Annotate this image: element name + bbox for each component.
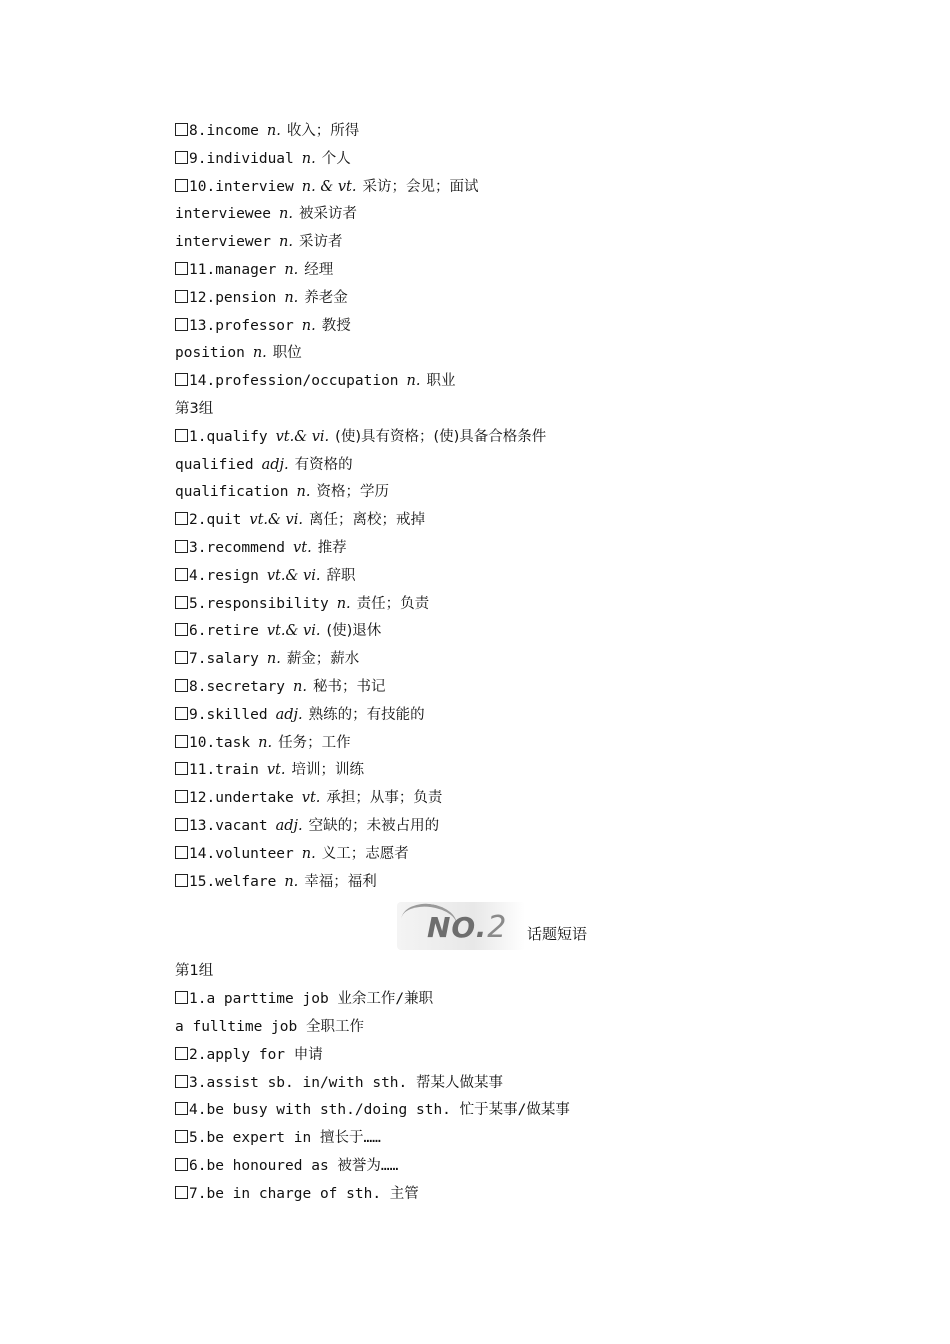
entry-part-of-speech: vt. xyxy=(301,790,321,807)
vocab-entry xyxy=(175,591,875,619)
checkbox-icon[interactable] xyxy=(175,1075,188,1088)
phrase-text: be busy with sth./doing sth. 忙于某事/做某事 xyxy=(206,1102,570,1119)
vocab-entry xyxy=(175,563,875,591)
checkbox-icon[interactable] xyxy=(175,818,188,831)
entry-meaning: 辞职 xyxy=(326,567,356,584)
entry-number: 1. xyxy=(189,428,207,445)
entry-meaning: (使)具有资格；(使)具备合格条件 xyxy=(335,428,547,445)
checkbox-icon[interactable] xyxy=(175,512,188,525)
vocab-list-group-2-continued xyxy=(175,118,875,396)
entry-part-of-speech: n. xyxy=(284,289,299,306)
entry-word: individual xyxy=(206,150,294,167)
entry-number: 11. xyxy=(189,261,216,278)
entry-number: 2. xyxy=(189,512,207,529)
entry-part-of-speech: n. xyxy=(284,873,299,890)
section-title: 话题短语 xyxy=(527,925,588,944)
entry-meaning: 资格；学历 xyxy=(316,484,389,501)
phrase-text: be honoured as 被誉为…… xyxy=(206,1157,399,1174)
vocab-entry xyxy=(175,118,875,146)
entry-part-of-speech: n. xyxy=(406,373,421,390)
entry-number: 3. xyxy=(189,1074,207,1091)
phrase-entry xyxy=(175,1014,875,1042)
vocab-entry xyxy=(175,340,875,368)
vocab-entry xyxy=(175,285,875,313)
checkbox-icon[interactable] xyxy=(175,1102,188,1115)
phrase-entry xyxy=(175,1153,875,1181)
checkbox-icon[interactable] xyxy=(175,679,188,692)
vocab-entry xyxy=(175,646,875,674)
entry-word: retire xyxy=(206,623,259,640)
vocab-entry xyxy=(175,813,875,841)
vocab-entry xyxy=(175,257,875,285)
entry-part-of-speech: n. xyxy=(279,234,293,251)
vocab-entry xyxy=(175,869,875,897)
entry-part-of-speech: vt.& vi. xyxy=(249,512,303,529)
entry-word: vacant xyxy=(215,817,268,834)
entry-meaning: 职位 xyxy=(272,345,302,362)
entry-meaning: 任务；工作 xyxy=(278,734,351,751)
checkbox-icon[interactable] xyxy=(175,1186,188,1199)
entry-number: 13. xyxy=(189,317,216,334)
checkbox-icon[interactable] xyxy=(175,1047,188,1060)
entry-part-of-speech: adj. xyxy=(275,706,303,723)
entry-number: 12. xyxy=(189,790,216,807)
entry-meaning: 个人 xyxy=(321,150,351,167)
entry-number: 10. xyxy=(189,178,216,195)
vocab-entry xyxy=(175,535,875,563)
entry-meaning: 推荐 xyxy=(317,539,347,556)
phrase-entry xyxy=(175,986,875,1014)
vocab-entry xyxy=(175,174,875,202)
phrase-text: be expert in 擅长于…… xyxy=(206,1130,381,1147)
entry-word: position xyxy=(175,345,245,362)
entry-meaning: 职业 xyxy=(426,373,456,390)
entry-word: volunteer xyxy=(215,845,294,862)
entry-part-of-speech: vt.& vi. xyxy=(266,623,321,640)
checkbox-icon[interactable] xyxy=(175,596,188,609)
entry-word: quit xyxy=(206,512,242,529)
entry-part-of-speech: n. xyxy=(258,734,273,751)
entry-word: interview xyxy=(215,178,294,195)
entry-number: 11. xyxy=(189,762,216,779)
checkbox-icon[interactable] xyxy=(175,290,188,303)
entry-part-of-speech: n. xyxy=(266,651,281,668)
entry-word: train xyxy=(215,762,259,779)
checkbox-icon[interactable] xyxy=(175,318,188,331)
phrase-text: be in charge of sth. 主管 xyxy=(206,1185,419,1202)
phrase-text: a parttime job 业余工作/兼职 xyxy=(206,991,434,1008)
checkbox-icon[interactable] xyxy=(175,540,188,553)
entry-meaning: 有资格的 xyxy=(294,456,353,473)
entry-number: 13. xyxy=(189,817,216,834)
entry-meaning: 养老金 xyxy=(304,289,348,306)
entry-number: 7. xyxy=(189,1185,207,1202)
entry-meaning: 承担；从事；负责 xyxy=(326,790,443,807)
entry-word: resign xyxy=(206,567,259,584)
vocab-entry xyxy=(175,674,875,702)
entry-number: 6. xyxy=(189,1157,207,1174)
vocab-entry xyxy=(175,229,875,257)
entry-meaning: 责任；负责 xyxy=(356,595,430,612)
vocab-entry xyxy=(175,507,875,535)
group-1-heading: 第1组 xyxy=(175,963,214,980)
entry-word: secretary xyxy=(206,678,286,695)
entry-number: 7. xyxy=(189,651,207,668)
no2-logo xyxy=(397,902,525,950)
vocab-list-group-3 xyxy=(175,424,875,897)
entry-word: income xyxy=(206,123,259,139)
vocab-entry xyxy=(175,452,875,480)
checkbox-icon[interactable] xyxy=(175,623,188,636)
checkbox-icon[interactable] xyxy=(175,429,188,442)
phrase-entry xyxy=(175,1181,875,1209)
entry-meaning: 幸福；福利 xyxy=(304,873,377,890)
checkbox-icon[interactable] xyxy=(175,790,188,803)
entry-meaning: 薪金；薪水 xyxy=(286,651,360,668)
checkbox-icon[interactable] xyxy=(175,568,188,581)
group-3-heading: 第3组 xyxy=(175,400,214,417)
phrase-list-group-1 xyxy=(175,986,875,1208)
logo-number: 2 xyxy=(487,910,508,946)
entry-part-of-speech: vt.& vi. xyxy=(266,567,321,584)
section-banner xyxy=(175,896,875,958)
phrase-entry xyxy=(175,1042,875,1070)
entry-part-of-speech: vt.& vi. xyxy=(275,428,330,445)
entry-word: interviewer xyxy=(175,234,272,251)
entry-number: 3. xyxy=(189,539,207,556)
vocab-entry xyxy=(175,479,875,507)
entry-number: 14. xyxy=(189,845,216,862)
entry-meaning: 熟练的；有技能的 xyxy=(308,706,425,723)
entry-number: 8. xyxy=(189,123,207,139)
logo-text: NO. xyxy=(427,911,488,945)
checkbox-icon[interactable] xyxy=(175,1158,188,1171)
checkbox-icon[interactable] xyxy=(175,707,188,720)
entry-number: 15. xyxy=(189,873,216,890)
entry-word: task xyxy=(215,734,251,751)
entry-part-of-speech: vt. xyxy=(266,762,286,779)
entry-meaning: (使)退休 xyxy=(326,623,382,640)
entry-word: qualify xyxy=(206,428,268,445)
checkbox-icon[interactable] xyxy=(175,735,188,748)
entry-meaning: 空缺的；未被占用的 xyxy=(308,817,440,834)
entry-word: qualification xyxy=(175,484,289,501)
checkbox-icon[interactable] xyxy=(175,179,188,192)
entry-part-of-speech: n. xyxy=(336,595,351,612)
entry-word: skilled xyxy=(206,706,268,723)
entry-meaning: 培训；训练 xyxy=(291,762,364,779)
checkbox-icon[interactable] xyxy=(175,874,188,887)
checkbox-icon[interactable] xyxy=(175,1130,188,1143)
vocab-entry xyxy=(175,730,875,758)
entry-word: welfare xyxy=(215,873,277,890)
vocab-entry xyxy=(175,368,875,396)
entry-part-of-speech: n. xyxy=(301,317,316,334)
entry-meaning: 经理 xyxy=(304,261,334,278)
entry-meaning: 离任；离校；戒掉 xyxy=(308,512,425,529)
vocab-entry xyxy=(175,702,875,730)
entry-meaning: 教授 xyxy=(321,317,351,334)
phrase-entry xyxy=(175,1125,875,1153)
entry-word: recommend xyxy=(206,539,286,556)
checkbox-icon[interactable] xyxy=(175,373,188,386)
entry-part-of-speech: n. xyxy=(293,678,307,695)
vocab-entry xyxy=(175,201,875,229)
phrase-text: a fulltime job 全职工作 xyxy=(175,1018,364,1035)
entry-number: 8. xyxy=(189,678,207,695)
entry-meaning: 收入；所得 xyxy=(286,123,360,139)
entry-part-of-speech: n. xyxy=(296,484,311,501)
entry-meaning: 采访者 xyxy=(298,234,343,251)
phrase-entry xyxy=(175,1097,875,1125)
entry-number: 2. xyxy=(189,1046,207,1063)
entry-number: 12. xyxy=(189,289,216,306)
entry-word: responsibility xyxy=(206,595,329,612)
phrase-entry xyxy=(175,1070,875,1098)
entry-word: profession/occupation xyxy=(215,373,399,390)
document-page xyxy=(175,118,875,1208)
entry-part-of-speech: adj. xyxy=(275,817,303,834)
checkbox-icon[interactable] xyxy=(175,262,188,275)
phrase-text: apply for 申请 xyxy=(206,1046,323,1063)
entry-number: 14. xyxy=(189,373,216,390)
entry-number: 5. xyxy=(189,595,207,612)
checkbox-icon[interactable] xyxy=(175,123,188,136)
entry-word: undertake xyxy=(215,790,294,807)
vocab-entry xyxy=(175,313,875,341)
entry-meaning: 采访；会见；面试 xyxy=(362,178,479,195)
entry-number: 1. xyxy=(189,991,207,1008)
vocab-entry xyxy=(175,618,875,646)
entry-number: 9. xyxy=(189,706,207,723)
entry-part-of-speech: n. xyxy=(266,123,281,139)
checkbox-icon[interactable] xyxy=(175,762,188,775)
entry-part-of-speech: n. & vt. xyxy=(301,178,357,195)
entry-word: manager xyxy=(215,261,277,278)
entry-part-of-speech: n. xyxy=(284,261,299,278)
entry-number: 4. xyxy=(189,1102,207,1119)
vocab-entry xyxy=(175,757,875,785)
entry-part-of-speech: vt. xyxy=(293,539,312,556)
entry-part-of-speech: n. xyxy=(301,150,316,167)
checkbox-icon[interactable] xyxy=(175,151,188,164)
entry-number: 5. xyxy=(189,1130,207,1147)
entry-word: salary xyxy=(206,651,259,668)
vocab-entry xyxy=(175,841,875,869)
entry-number: 9. xyxy=(189,150,207,167)
entry-meaning: 义工；志愿者 xyxy=(321,845,409,862)
entry-part-of-speech: n. xyxy=(301,845,316,862)
entry-word: qualified xyxy=(175,456,254,473)
entry-part-of-speech: adj. xyxy=(261,456,289,473)
checkbox-icon[interactable] xyxy=(175,651,188,664)
entry-word: pension xyxy=(215,289,277,306)
entry-word: interviewee xyxy=(175,206,272,223)
vocab-entry xyxy=(175,146,875,174)
entry-word: professor xyxy=(215,317,294,334)
entry-part-of-speech: n. xyxy=(279,206,293,223)
entry-meaning: 秘书；书记 xyxy=(313,678,386,695)
vocab-entry xyxy=(175,785,875,813)
entry-part-of-speech: n. xyxy=(252,345,267,362)
phrase-text: assist sb. in/with sth. 帮某人做某事 xyxy=(206,1074,503,1091)
entry-number: 6. xyxy=(189,623,207,640)
checkbox-icon[interactable] xyxy=(175,991,188,1004)
entry-number: 4. xyxy=(189,567,207,584)
entry-number: 10. xyxy=(189,734,216,751)
vocab-entry xyxy=(175,424,875,452)
entry-meaning: 被采访者 xyxy=(298,206,357,223)
checkbox-icon[interactable] xyxy=(175,846,188,859)
